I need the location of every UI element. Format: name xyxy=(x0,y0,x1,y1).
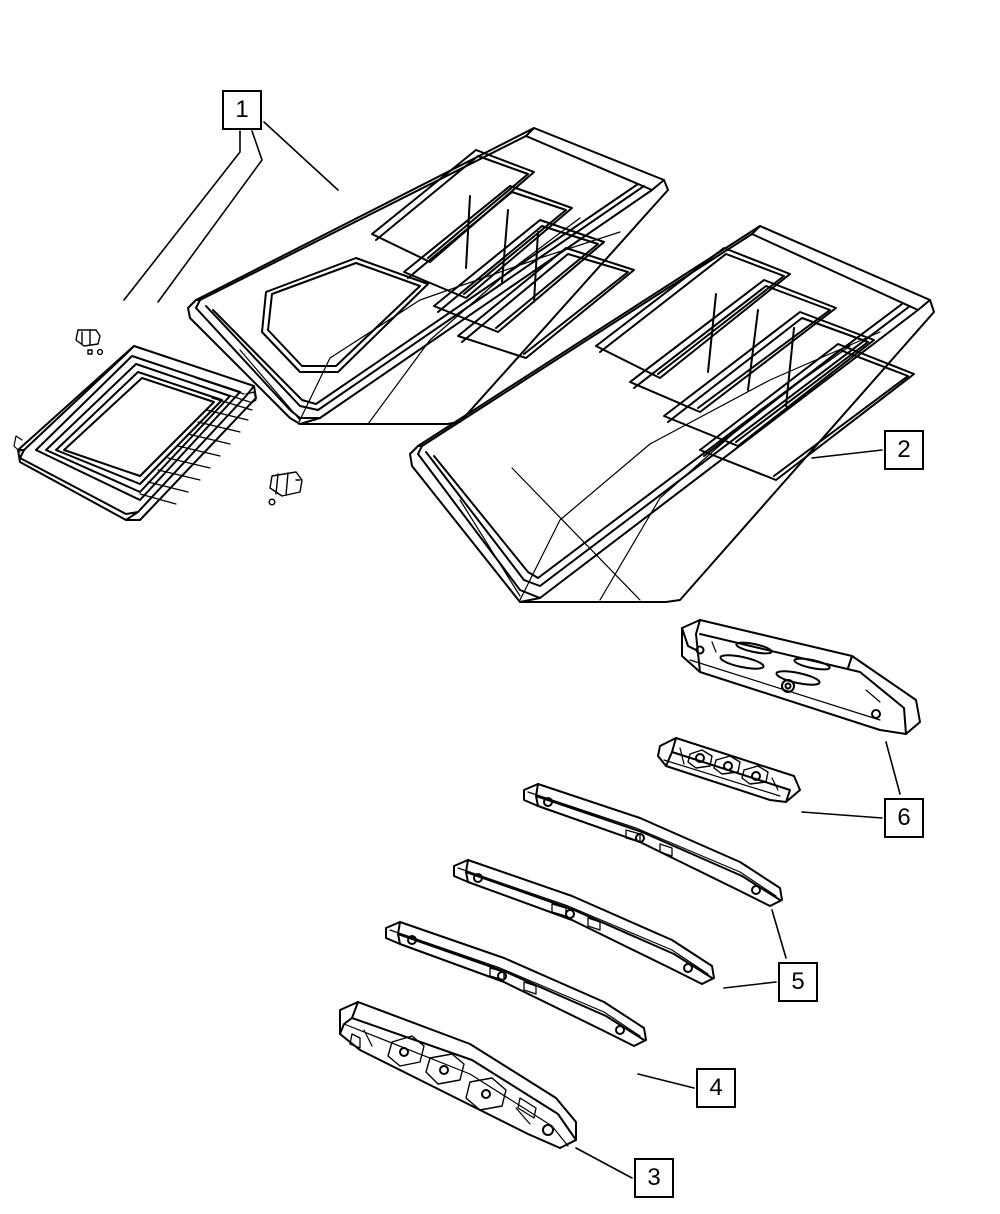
front-header-reinforcement xyxy=(658,738,800,802)
callout-4[interactable]: 4 xyxy=(696,1068,736,1108)
sunroof-bracket-lower xyxy=(269,472,302,505)
front-header-assembly xyxy=(682,620,920,734)
callout-1[interactable]: 1 xyxy=(222,90,262,130)
sunroof-bracket-upper xyxy=(76,330,102,354)
callout-3[interactable]: 3 xyxy=(634,1158,674,1198)
callout-6[interactable]: 6 xyxy=(884,798,924,838)
rear-header-assembly xyxy=(340,1002,576,1148)
roof-bow-upper xyxy=(524,784,782,906)
sunroof-module xyxy=(14,346,256,520)
callout-5[interactable]: 5 xyxy=(778,962,818,1002)
solid-roof-panel xyxy=(410,226,934,602)
callout-2[interactable]: 2 xyxy=(884,430,924,470)
sunroof-roof-panel xyxy=(188,128,668,424)
